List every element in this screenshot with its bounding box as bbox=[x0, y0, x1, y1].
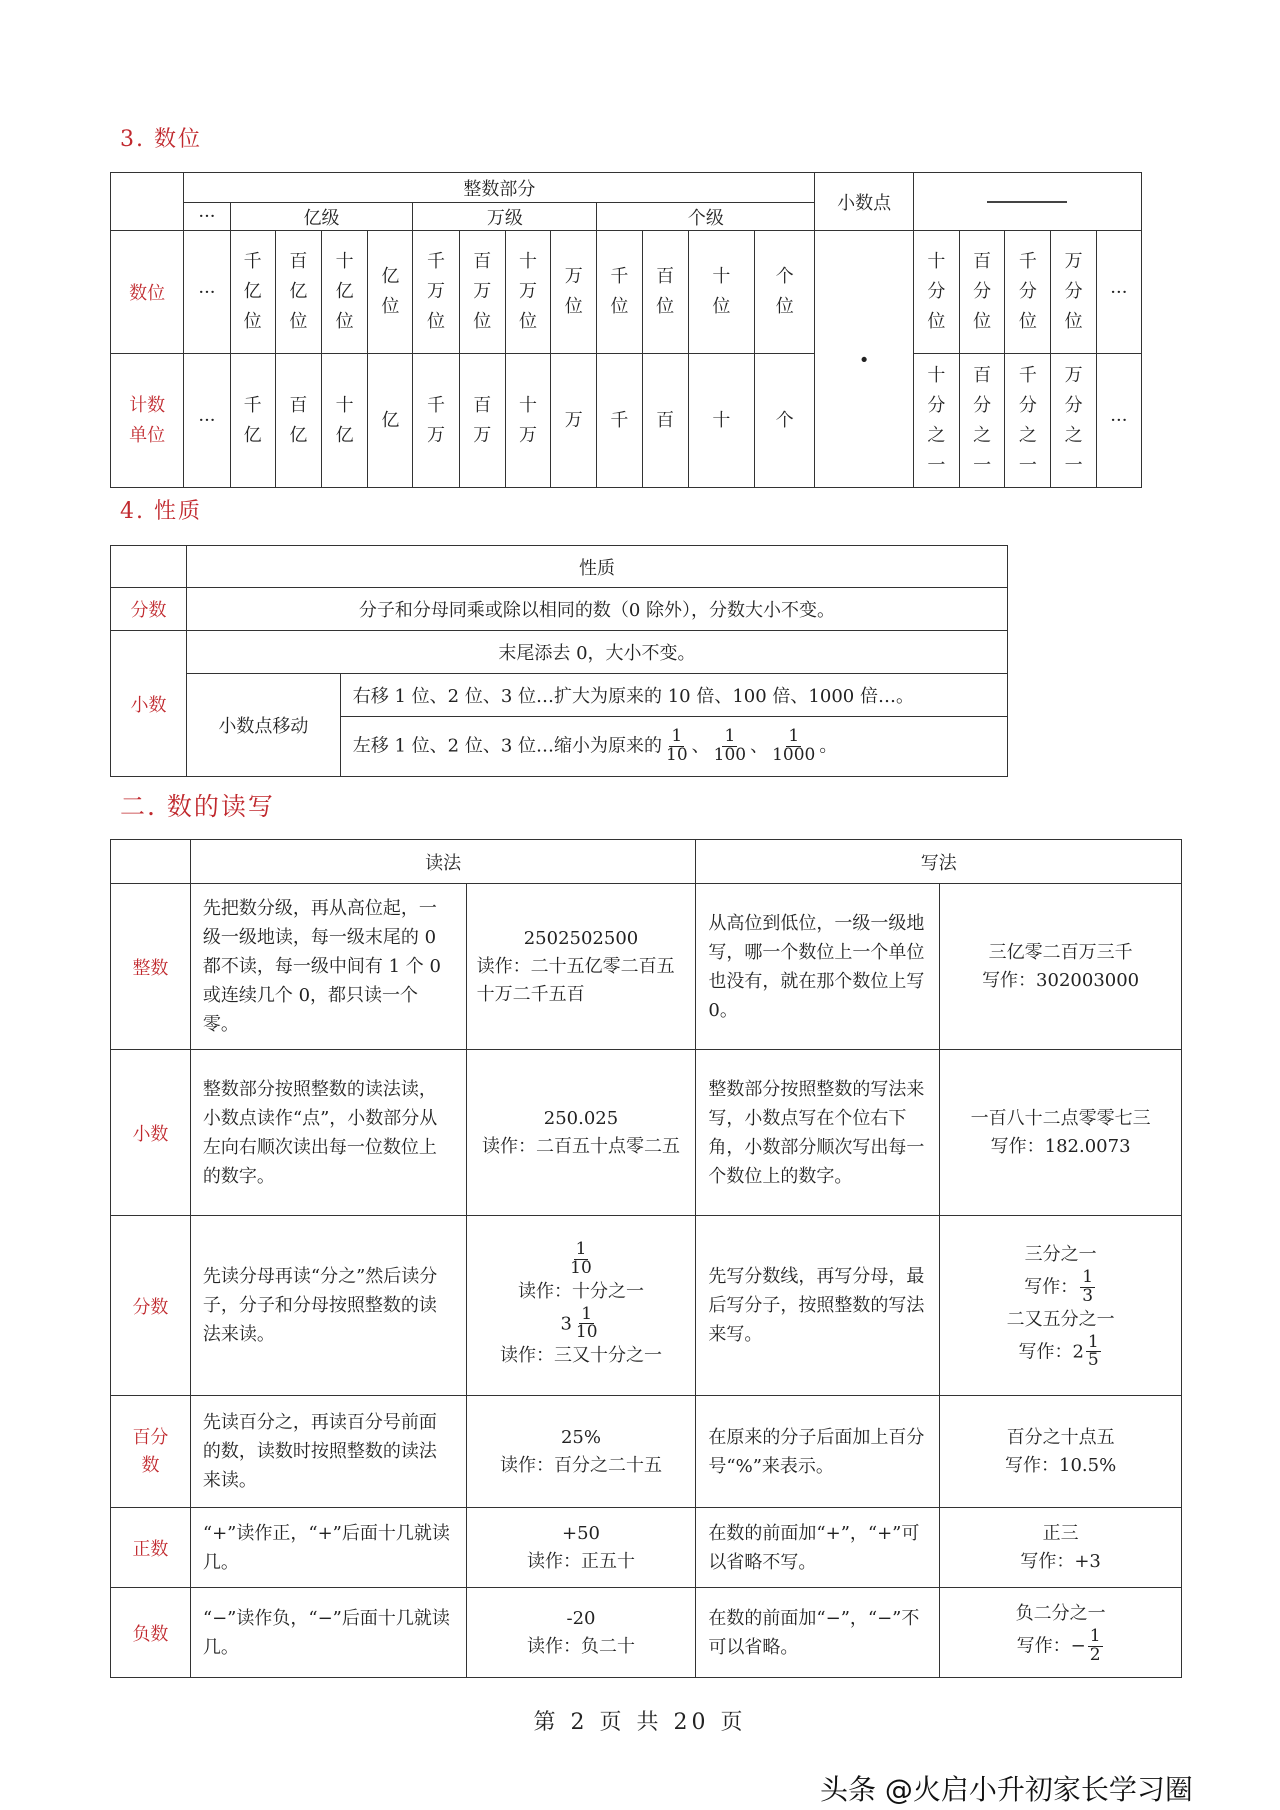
example-number: 25% bbox=[560, 1426, 601, 1448]
section-title-read-write: 二. 数的读写 bbox=[120, 792, 275, 821]
fraction-1-3: $\frac{1}{3}$ bbox=[1082, 1266, 1094, 1306]
place-cell: 百位 bbox=[656, 266, 675, 317]
read-example bbox=[466, 884, 696, 1050]
group-ellipsis: ··· bbox=[184, 203, 230, 231]
unit-cell: 十亿 bbox=[335, 394, 354, 446]
write-rule: 在数的前面加“−”，“−”不可以省略。 bbox=[696, 1588, 940, 1678]
row-percent bbox=[111, 1396, 1182, 1508]
row-label-decimal: 小数 bbox=[111, 631, 187, 777]
example-reading: 读作：二百五十点零二五 bbox=[481, 1135, 680, 1157]
row-label-unit bbox=[111, 354, 184, 488]
place-cell: 十万位 bbox=[518, 251, 537, 332]
read-write-table bbox=[110, 839, 1182, 1678]
unit-cell: 百万 bbox=[473, 394, 492, 446]
properties-header: 性质 bbox=[186, 546, 1007, 588]
fraction-1-5: $\frac{1}{5}$ bbox=[1087, 1331, 1099, 1371]
write-rule: 从高位到低位，一级一级地写，哪一个数位上一个单位也没有，就在那个数位上写 0。 bbox=[696, 884, 940, 1050]
write-example bbox=[940, 1050, 1182, 1216]
written-prefix: 写作：− bbox=[1016, 1635, 1086, 1657]
unit-cell: 千万 bbox=[427, 394, 446, 446]
row-integer bbox=[111, 884, 1182, 1050]
place-cell: 十亿位 bbox=[335, 251, 354, 332]
place-cell: 个位 bbox=[775, 266, 794, 317]
decimal-point-dot: · bbox=[815, 231, 913, 488]
example-reading: 读作：负二十 bbox=[526, 1635, 635, 1657]
fraction-1-10: $\frac{1}{10}$ bbox=[570, 1238, 592, 1278]
row-label-unit-2: 单位 bbox=[129, 424, 166, 446]
fraction-property: 分子和分母同乘或除以相同的数（0 除外），分数大小不变。 bbox=[186, 588, 1007, 631]
section-title-properties: 4. 性质 bbox=[120, 499, 202, 524]
example-word: 二又五分之一 bbox=[1006, 1308, 1115, 1330]
unit-cell: 千亿 bbox=[243, 394, 262, 446]
example-number: 250.025 bbox=[543, 1107, 619, 1129]
read-rule: 先把数分级，再从高位起，一级一级地读，每一级末尾的 0 都不读，每一级中间有 1 个 0 或连续几个 0，都只读一个零。 bbox=[190, 884, 466, 1050]
example-reading: 读作：三又十分之一 bbox=[499, 1345, 662, 1367]
corner-cell bbox=[111, 173, 184, 231]
unit-cell: 百 bbox=[656, 409, 675, 431]
corner-cell bbox=[111, 546, 187, 588]
corner-cell bbox=[111, 840, 191, 884]
dec-place-cell: 千分位 bbox=[1018, 251, 1037, 332]
dec-unit-cell: 万分之一 bbox=[1064, 364, 1083, 476]
write-rule: 整数部分按照整数的写法来写，小数点写在个位右下角，小数部分顺次写出每一个数位上的数字。 bbox=[696, 1050, 940, 1216]
unit-cell: 亿 bbox=[381, 409, 400, 431]
dec-unit-cell: 千分之一 bbox=[1018, 364, 1037, 476]
label-positive: 正数 bbox=[111, 1508, 191, 1588]
place-cell: 十位 bbox=[712, 266, 731, 317]
mixed-whole: 2 bbox=[1072, 1340, 1084, 1362]
decimal-point-header: 小数点 bbox=[815, 173, 913, 231]
dec-unit-cell: 百分之一 bbox=[973, 364, 992, 476]
group-ge: 个级 bbox=[597, 203, 815, 231]
place-cell: 万位 bbox=[564, 266, 583, 317]
label-percent bbox=[111, 1396, 191, 1508]
read-header: 读法 bbox=[190, 840, 696, 884]
row-label-place: 数位 bbox=[111, 231, 184, 354]
example-number: -20 bbox=[566, 1607, 596, 1629]
read-rule: 整数部分按照整数的读法读，小数点读作“点”，小数部分从左向右顺次读出每一位数位上的数字。 bbox=[190, 1050, 466, 1216]
example-word: 三亿零二百万三千 bbox=[988, 941, 1133, 963]
example-number: +50 bbox=[561, 1522, 600, 1544]
row-positive bbox=[111, 1508, 1182, 1588]
example-word: 百分之十点五 bbox=[1006, 1426, 1115, 1448]
place-cell: 百亿位 bbox=[289, 251, 308, 332]
written-prefix: 写作： bbox=[1018, 1340, 1073, 1362]
example-written: 写作：302003000 bbox=[982, 969, 1140, 991]
place-cell: 亿位 bbox=[381, 266, 400, 317]
move-left-cell bbox=[340, 717, 1007, 777]
unit-cell: 千 bbox=[610, 409, 629, 431]
read-example bbox=[466, 1396, 696, 1508]
decimal-point-move-label: 小数点移动 bbox=[186, 674, 340, 777]
dec-place-cell: 十分位 bbox=[927, 251, 946, 332]
example-written: 写作：10.5% bbox=[1005, 1454, 1117, 1476]
row-label-unit-1: 计数 bbox=[129, 394, 166, 416]
read-rule: 先读分母再读“分之”然后读分子，分子和分母按照整数的读法来读。 bbox=[190, 1216, 466, 1396]
write-example bbox=[940, 1396, 1182, 1508]
unit-cell: 十万 bbox=[518, 394, 537, 446]
row-unit bbox=[111, 354, 1142, 488]
example-word: 负二分之一 bbox=[1015, 1603, 1106, 1625]
read-example bbox=[466, 1050, 696, 1216]
separator: 、 bbox=[750, 735, 769, 757]
read-rule: “+”读作正，“+”后面十几就读几。 bbox=[190, 1508, 466, 1588]
place-cell: 百万位 bbox=[473, 251, 492, 332]
row-fraction bbox=[111, 1216, 1182, 1396]
example-written: 写作：+3 bbox=[1020, 1550, 1101, 1572]
decimal-part-header bbox=[913, 173, 1141, 231]
read-example bbox=[466, 1588, 696, 1678]
place-cell: 千万位 bbox=[427, 251, 446, 332]
written-prefix: 写作： bbox=[1024, 1276, 1079, 1298]
label-percent-1: 百分 bbox=[132, 1426, 169, 1448]
write-example bbox=[940, 1508, 1182, 1588]
place-cell: 千位 bbox=[610, 266, 629, 317]
move-right-text: 右移 1 位、2 位、3 位…扩大为原来的 10 倍、100 倍、1000 倍…。 bbox=[340, 674, 1007, 717]
ellipsis: ··· bbox=[1096, 354, 1141, 488]
write-rule: 在原来的分子后面加上百分号“%”来表示。 bbox=[696, 1396, 940, 1508]
example-word: 正三 bbox=[1042, 1522, 1079, 1544]
example-written: 写作：182.0073 bbox=[990, 1135, 1131, 1157]
row-place bbox=[111, 231, 1142, 354]
example-word: 三分之一 bbox=[1024, 1243, 1097, 1265]
dec-place-cell: 百分位 bbox=[973, 251, 992, 332]
fraction-1-1000: $\frac{1}{1000}$ bbox=[772, 726, 816, 765]
fraction-1-10: $\frac{1}{10}$ bbox=[666, 726, 688, 765]
group-wan: 万级 bbox=[413, 203, 597, 231]
section-title-place-value: 3. 数位 bbox=[120, 127, 202, 152]
watermark: 头条 @火启小升初家长学习圈 bbox=[820, 1773, 1193, 1806]
example-reading: 读作：正五十 bbox=[526, 1550, 635, 1572]
row-negative bbox=[111, 1588, 1182, 1678]
place-value-table bbox=[110, 172, 1142, 488]
label-decimal: 小数 bbox=[111, 1050, 191, 1216]
label-negative: 负数 bbox=[111, 1588, 191, 1678]
fraction-1-2: $\frac{1}{2}$ bbox=[1089, 1626, 1101, 1665]
write-rule: 在数的前面加“+”，“+”可以省略不写。 bbox=[696, 1508, 940, 1588]
fraction-1-100: $\frac{1}{100}$ bbox=[713, 726, 747, 765]
properties-table bbox=[110, 545, 1008, 777]
example-reading: 读作：百分之二十五 bbox=[499, 1454, 662, 1476]
read-rule: “−”读作负，“−”后面十几就读几。 bbox=[190, 1588, 466, 1678]
write-example bbox=[940, 884, 1182, 1050]
read-example bbox=[466, 1508, 696, 1588]
write-header: 写法 bbox=[696, 840, 1182, 884]
ellipsis: ··· bbox=[1096, 231, 1141, 354]
write-rule: 先写分数线，再写分母，最后写分子，按照整数的写法来写。 bbox=[696, 1216, 940, 1396]
ellipsis: ··· bbox=[184, 354, 230, 488]
place-cell: 千亿位 bbox=[243, 251, 262, 332]
example-reading: 读作：二十五亿零二百五十万二千五百 bbox=[476, 955, 675, 1005]
label-percent-2: 数 bbox=[141, 1454, 160, 1476]
mixed-whole: 3 bbox=[560, 1312, 572, 1334]
decimal-part-line bbox=[987, 201, 1067, 203]
ellipsis: ··· bbox=[184, 231, 230, 354]
unit-cell: 百亿 bbox=[289, 394, 308, 446]
integer-part-header: 整数部分 bbox=[184, 173, 815, 203]
period: 。 bbox=[819, 735, 838, 757]
unit-cell: 万 bbox=[564, 409, 583, 431]
decimal-property: 末尾添去 0，大小不变。 bbox=[186, 631, 1007, 674]
example-reading: 读作：十分之一 bbox=[517, 1280, 644, 1302]
row-label-fraction: 分数 bbox=[111, 588, 187, 631]
example-number: 2502502500 bbox=[523, 927, 639, 949]
separator: 、 bbox=[691, 735, 710, 757]
read-example bbox=[466, 1216, 696, 1396]
write-example bbox=[940, 1216, 1182, 1396]
label-fraction: 分数 bbox=[111, 1216, 191, 1396]
row-decimal bbox=[111, 1050, 1182, 1216]
group-yi: 亿级 bbox=[230, 203, 413, 231]
write-example bbox=[940, 1588, 1182, 1678]
unit-cell: 个 bbox=[775, 409, 794, 431]
move-left-text: 左移 1 位、2 位、3 位…缩小为原来的 bbox=[352, 735, 662, 757]
page-footer: 第 2 页 共 20 页 bbox=[533, 1710, 747, 1735]
fraction-1-10: $\frac{1}{10}$ bbox=[575, 1303, 598, 1343]
dec-place-cell: 万分位 bbox=[1064, 251, 1083, 332]
read-rule: 先读百分之，再读百分号前面的数，读数时按照整数的读法来读。 bbox=[190, 1396, 466, 1508]
dec-unit-cell: 十分之一 bbox=[927, 364, 946, 476]
label-integer: 整数 bbox=[111, 884, 191, 1050]
unit-cell: 十 bbox=[712, 409, 731, 431]
example-word: 一百八十二点零零七三 bbox=[970, 1107, 1151, 1129]
